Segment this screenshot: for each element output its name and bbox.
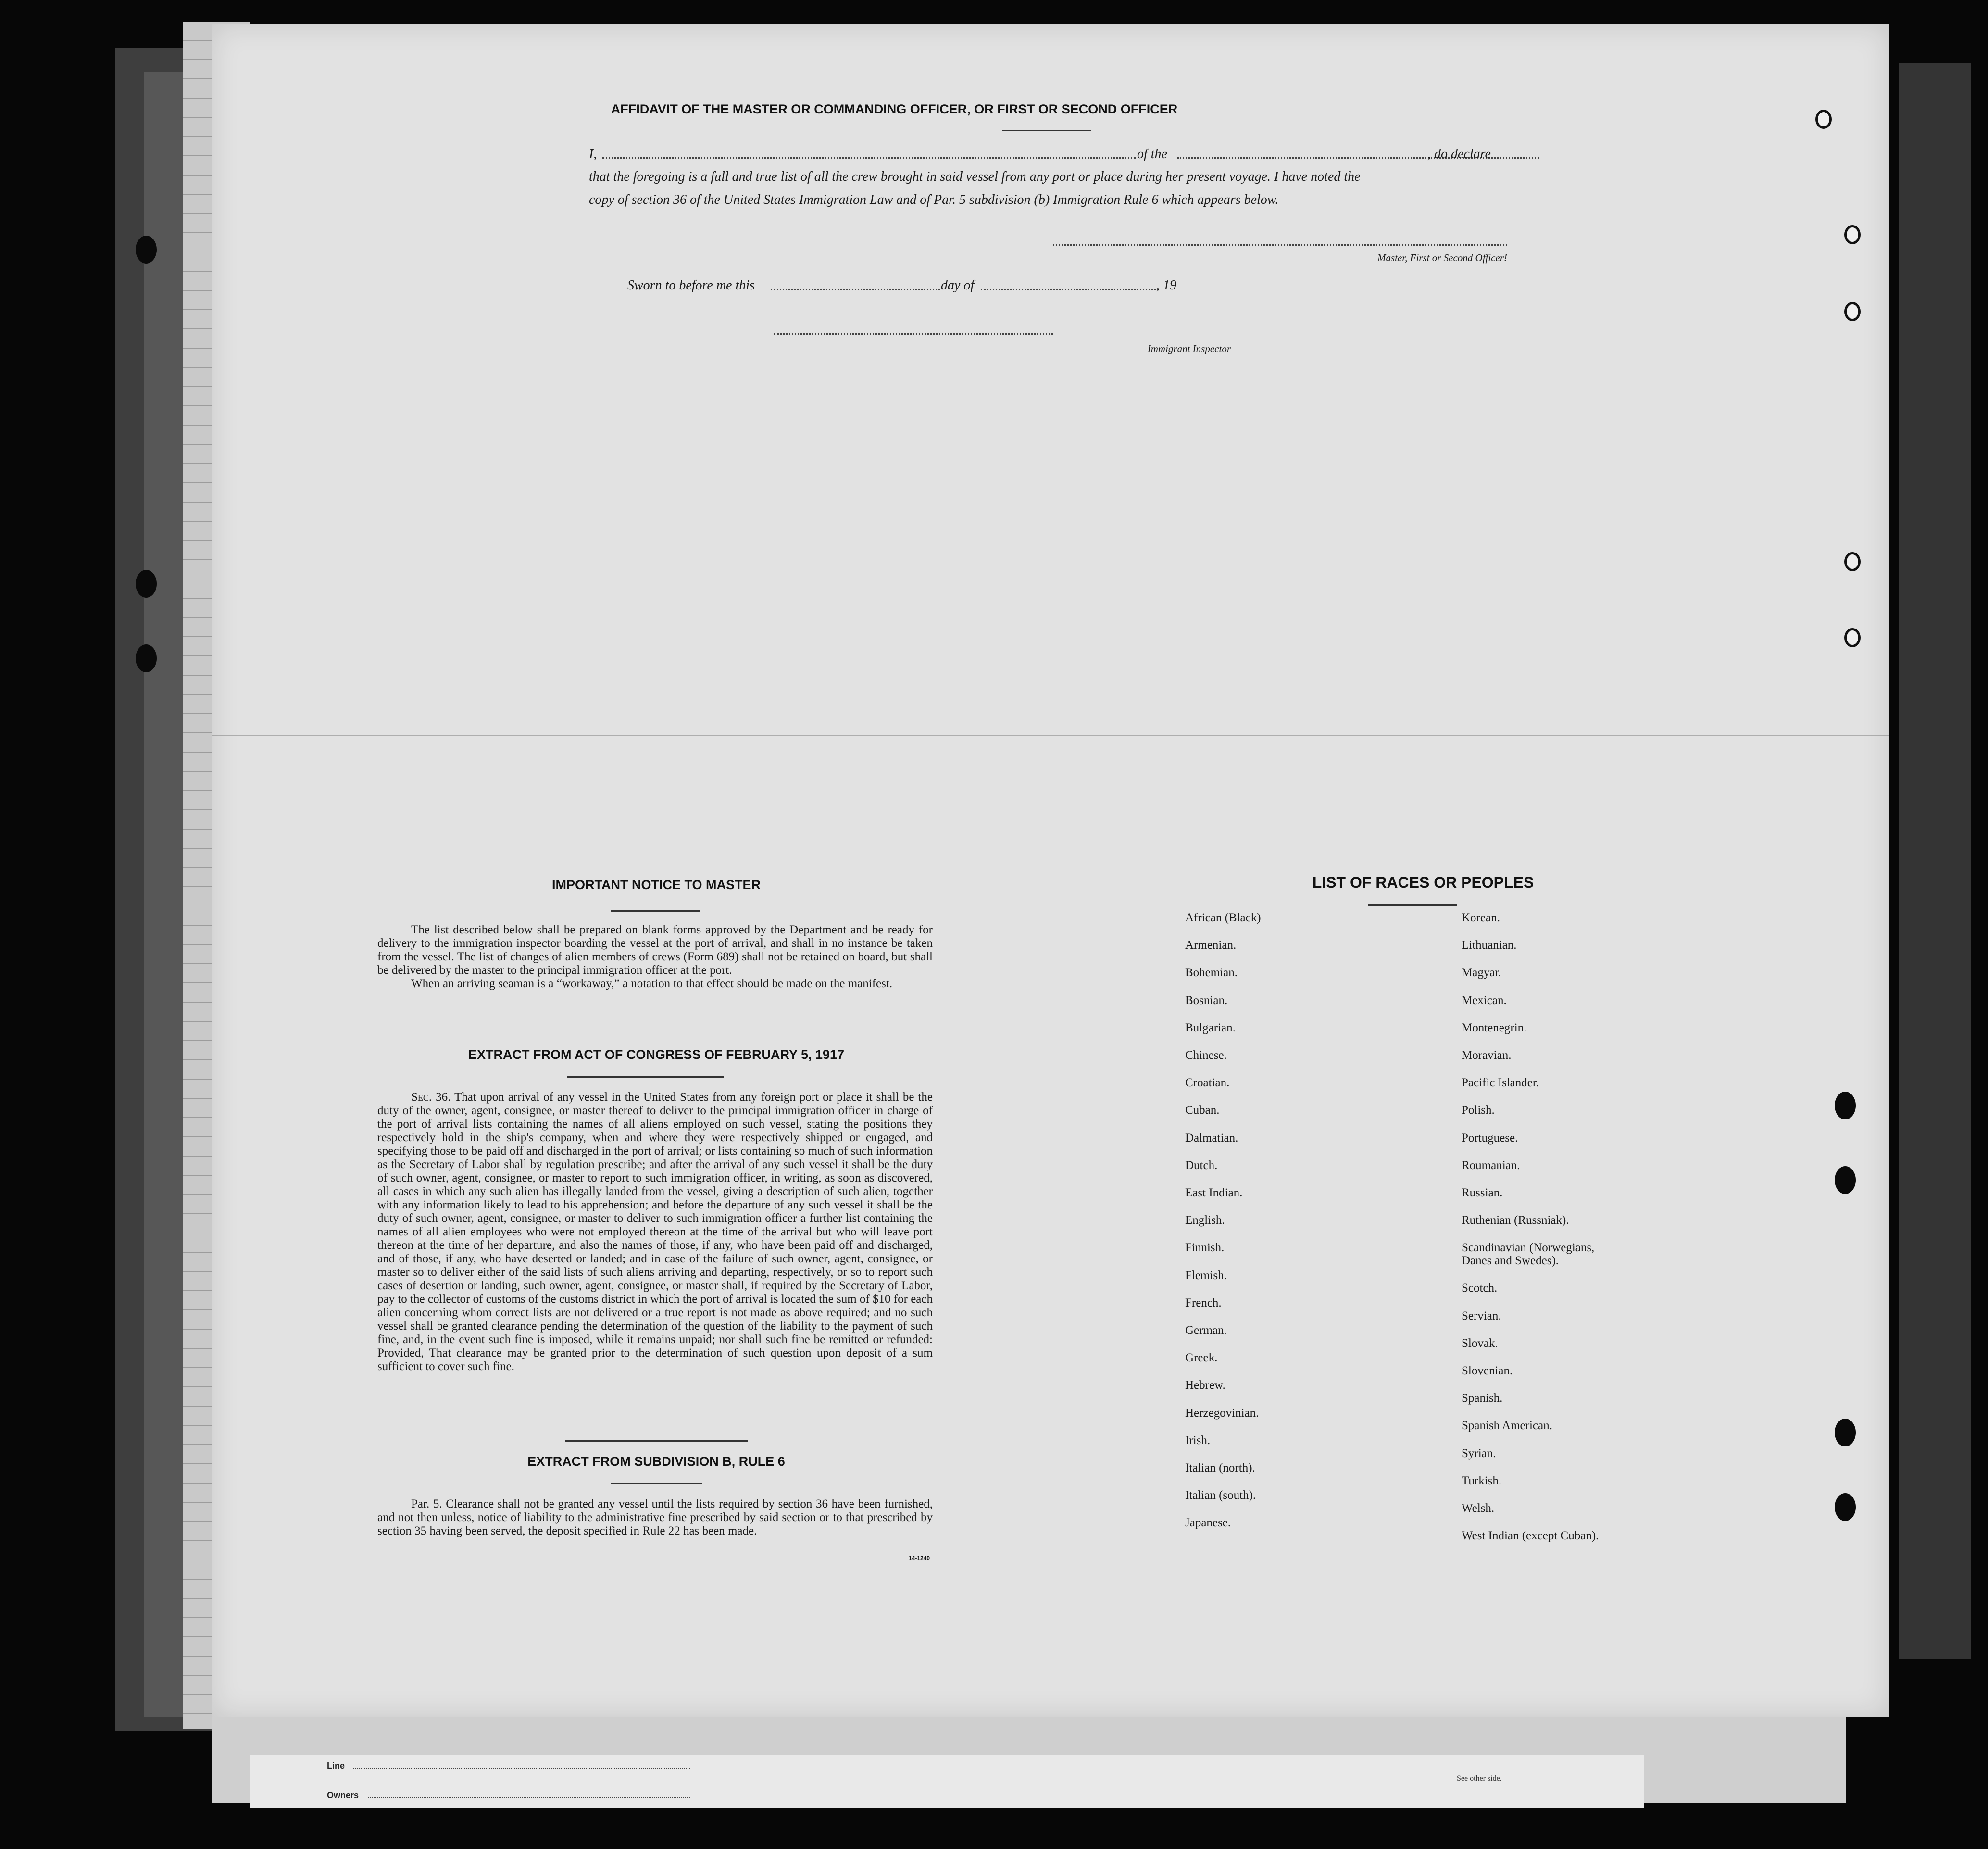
punch-hole	[1835, 1493, 1856, 1521]
punch-hole	[1815, 110, 1832, 129]
race-item: Roumanian.	[1462, 1158, 1520, 1172]
races-title-underline	[1368, 904, 1457, 906]
race-item: Russian.	[1462, 1186, 1503, 1199]
affidavit-line-1	[589, 147, 1507, 166]
signature-caption: Master, First or Second Officer!	[1377, 252, 1507, 264]
affidavit-of-the: of the	[1137, 147, 1167, 162]
owners-label: Owners	[327, 1790, 359, 1800]
race-item: Syrian.	[1462, 1446, 1496, 1460]
races-right-column	[1462, 911, 1769, 1556]
sworn-line	[627, 278, 1204, 297]
day-blank	[771, 289, 940, 290]
races-title: LIST OF RACES OR PEOPLES	[1312, 874, 1534, 891]
race-item: Lithuanian.	[1462, 939, 1517, 952]
notice-paragraph-2: When an arriving seaman is a “workaway,” a notation to that effect should be made on the manifest.	[411, 977, 893, 990]
race-item: Dutch.	[1185, 1158, 1218, 1172]
notice-title: IMPORTANT NOTICE TO MASTER	[552, 878, 761, 892]
race-item: Spanish.	[1462, 1392, 1503, 1405]
race-item: Magyar.	[1462, 966, 1501, 980]
sworn-day-of: day of	[941, 278, 975, 293]
race-item: Flemish.	[1185, 1269, 1227, 1282]
paragraph-5-text: Par. 5. Clearance shall not be granted any vessel until the lists required by section 36 have been furnished, and not then unless, notice of liability to the administrative fine prescribed by said section or to that prescribed by section 35 having been served, the deposit specified in Rule 22 has been made.	[377, 1497, 933, 1537]
race-item: Scotch.	[1462, 1282, 1498, 1295]
line-label: Line	[327, 1761, 345, 1771]
affidavit-i: I,	[589, 147, 597, 162]
race-item: Slovak.	[1462, 1336, 1498, 1350]
race-item: Italian (north).	[1185, 1461, 1255, 1474]
punch-hole	[1844, 302, 1861, 321]
title-underline	[1002, 130, 1091, 131]
race-item: Korean.	[1462, 911, 1500, 924]
affidavit-declare: , do declare	[1427, 147, 1491, 162]
race-item: Turkish.	[1462, 1474, 1502, 1487]
race-item: Welsh.	[1462, 1502, 1495, 1515]
page-fold-line	[212, 735, 1889, 736]
race-item: Chinese.	[1185, 1049, 1227, 1062]
race-item: Moravian.	[1462, 1049, 1512, 1062]
race-item: Ruthenian (Russniak).	[1462, 1214, 1569, 1227]
races-left-column	[1185, 911, 1435, 1556]
punch-hole	[136, 236, 157, 264]
race-item: English.	[1185, 1214, 1225, 1227]
affidavit-line-3: copy of section 36 of the United States Immigration Law and of Par. 5 subdivision (b) Immigration Rule 6 which appears below.	[589, 192, 1279, 207]
punch-hole	[1844, 225, 1861, 244]
extract-rule-title: EXTRACT FROM SUBDIVISION B, RULE 6	[527, 1454, 785, 1469]
affidavit-title: AFFIDAVIT OF THE MASTER OR COMMANDING OFFICER, OR FIRST OR SECOND OFFICER	[611, 102, 1178, 116]
race-item: Bulgarian.	[1185, 1021, 1236, 1034]
see-other-side-note: See other side.	[1457, 1774, 1502, 1783]
extract-rule-underline	[611, 1483, 702, 1484]
section-label: Sec. 36.	[411, 1091, 451, 1104]
race-item: Finnish.	[1185, 1241, 1225, 1255]
race-item: Cuban.	[1185, 1104, 1220, 1117]
race-item: Portuguese.	[1462, 1131, 1518, 1145]
race-item: Dalmatian.	[1185, 1131, 1238, 1145]
punch-hole	[1844, 628, 1861, 647]
race-item: Greek.	[1185, 1351, 1218, 1365]
inspector-signature-line	[774, 333, 1053, 335]
form-number: 14-1240	[909, 1555, 930, 1561]
race-item: Croatian.	[1185, 1076, 1230, 1090]
race-item: Armenian.	[1185, 939, 1237, 952]
race-item: East Indian.	[1185, 1186, 1243, 1199]
line-blank	[353, 1768, 690, 1769]
name-blank	[602, 157, 1136, 159]
race-item: Mexican.	[1462, 994, 1507, 1007]
month-blank	[981, 289, 1159, 290]
punch-hole	[1835, 1092, 1856, 1119]
race-item: Bohemian.	[1185, 966, 1238, 980]
punch-hole	[136, 644, 157, 672]
race-item: Hebrew.	[1185, 1379, 1225, 1392]
race-item: Japanese.	[1185, 1516, 1231, 1530]
race-item: Herzegovinian.	[1185, 1406, 1259, 1420]
race-item: Polish.	[1462, 1104, 1495, 1117]
race-item: Italian (south).	[1185, 1489, 1256, 1502]
race-item: Scandinavian (Norwegians, Danes and Swedes).	[1462, 1241, 1595, 1268]
punch-hole	[1844, 552, 1861, 571]
race-item: African (Black)	[1185, 911, 1261, 924]
notice-body	[377, 923, 933, 991]
race-item: Montenegrin.	[1462, 1021, 1527, 1034]
affidavit-line-2: that the foregoing is a full and true list of all the crew brought in said vessel from any port or place during her present voyage. I have noted the	[589, 169, 1361, 184]
sworn-prefix: Sworn to before me this	[627, 278, 755, 293]
extract-act-title: EXTRACT FROM ACT OF CONGRESS OF FEBRUARY 5, 1917	[468, 1047, 845, 1062]
section-36-text: That upon arrival of any vessel in the United States from any foreign port or place it shall be the duty of the owner, agent, consignee, or master thereof to deliver to the principal immigration officer in charge of the port of arrival lists containing the names of all aliens employed on such vessel, stating the positions they respectively hold in the ship's company, when and where they were respectively shipped or engaged, and specifying those to be paid off and discharged in the port of arrival; or lists containing so much of such information as the Secretary of Labor shall by regulation prescribe; and after the arrival of any such vessel it shall be the duty of such owner, agent, consignee, or master to report to such immigration officer, in writing, as soon as discovered, all cases in which any such alien has illegally landed from the vessel, giving a description of such alien, together with any information likely to lead to his apprehension; and before the departure of any such vessel it shall be the duty of such owner, agent, consignee, or master to deliver to such immigration officer a further list containing the names of all alien employees who were not employed thereon at the time of the arrival but who will leave port thereon at the time of her departure, and also the names of those, if any, who have been paid off and discharged, and of those, if any, who have deserted or landed; and in case of the failure of such owner, agent, consignee, or master so to deliver either of the said lists of such aliens arriving and departing, respectively, or so to report such cases of desertion or landing, such owner, agent, consignee, or master shall, if required by the Secretary of Labor, pay to the collector of customs of the customs district in which the port of arrival is located the sum of $10 for each alien concerning whom correct lists are not delivered or a true report is not made as above required; and no such vessel shall be granted clearance pending the determination of the question of the liability to the payment of such fine, and, in the event such fine is imposed, while it remains unpaid; nor shall such fine be remitted or refunded: Provided, That clearance may be granted prior to the determination of such question upon deposit of a sum sufficient to cover such fine.	[377, 1091, 933, 1373]
extract-act-body	[377, 1091, 933, 1373]
owners-blank	[368, 1797, 690, 1798]
sworn-year: , 19	[1156, 278, 1176, 293]
race-item: Bosnian.	[1185, 994, 1228, 1007]
stacked-pages-right	[1899, 63, 1971, 1659]
punch-hole	[1835, 1166, 1856, 1194]
race-item: West Indian (except Cuban).	[1462, 1529, 1599, 1543]
punch-hole	[136, 570, 157, 598]
notice-paragraph-1: The list described below shall be prepared on blank forms approved by the Department and be ready for delivery to the immigration inspector boarding the vessel at the port of arrival, and shall in no instance be taken from the vessel. The list of changes of alien members of crews (Form 689) shall not be retained on board, but shall be delivered by the master to the principal immigration officer at the port.	[377, 923, 933, 977]
race-item: Servian.	[1462, 1309, 1501, 1322]
race-item: French.	[1185, 1296, 1222, 1309]
section-divider	[565, 1440, 748, 1442]
race-item: Pacific Islander.	[1462, 1076, 1539, 1090]
race-item: Irish.	[1185, 1434, 1211, 1447]
punch-hole	[1835, 1419, 1856, 1446]
underlying-form-strip	[250, 1755, 1644, 1808]
extract-act-underline	[567, 1076, 724, 1078]
race-item: German.	[1185, 1324, 1227, 1337]
extract-rule-body	[377, 1497, 933, 1538]
inspector-caption: Immigrant Inspector	[1147, 343, 1231, 354]
race-item: Slovenian.	[1462, 1364, 1513, 1377]
notice-title-underline	[611, 910, 700, 912]
signature-line	[1053, 244, 1507, 246]
race-item: Spanish American.	[1462, 1419, 1552, 1433]
